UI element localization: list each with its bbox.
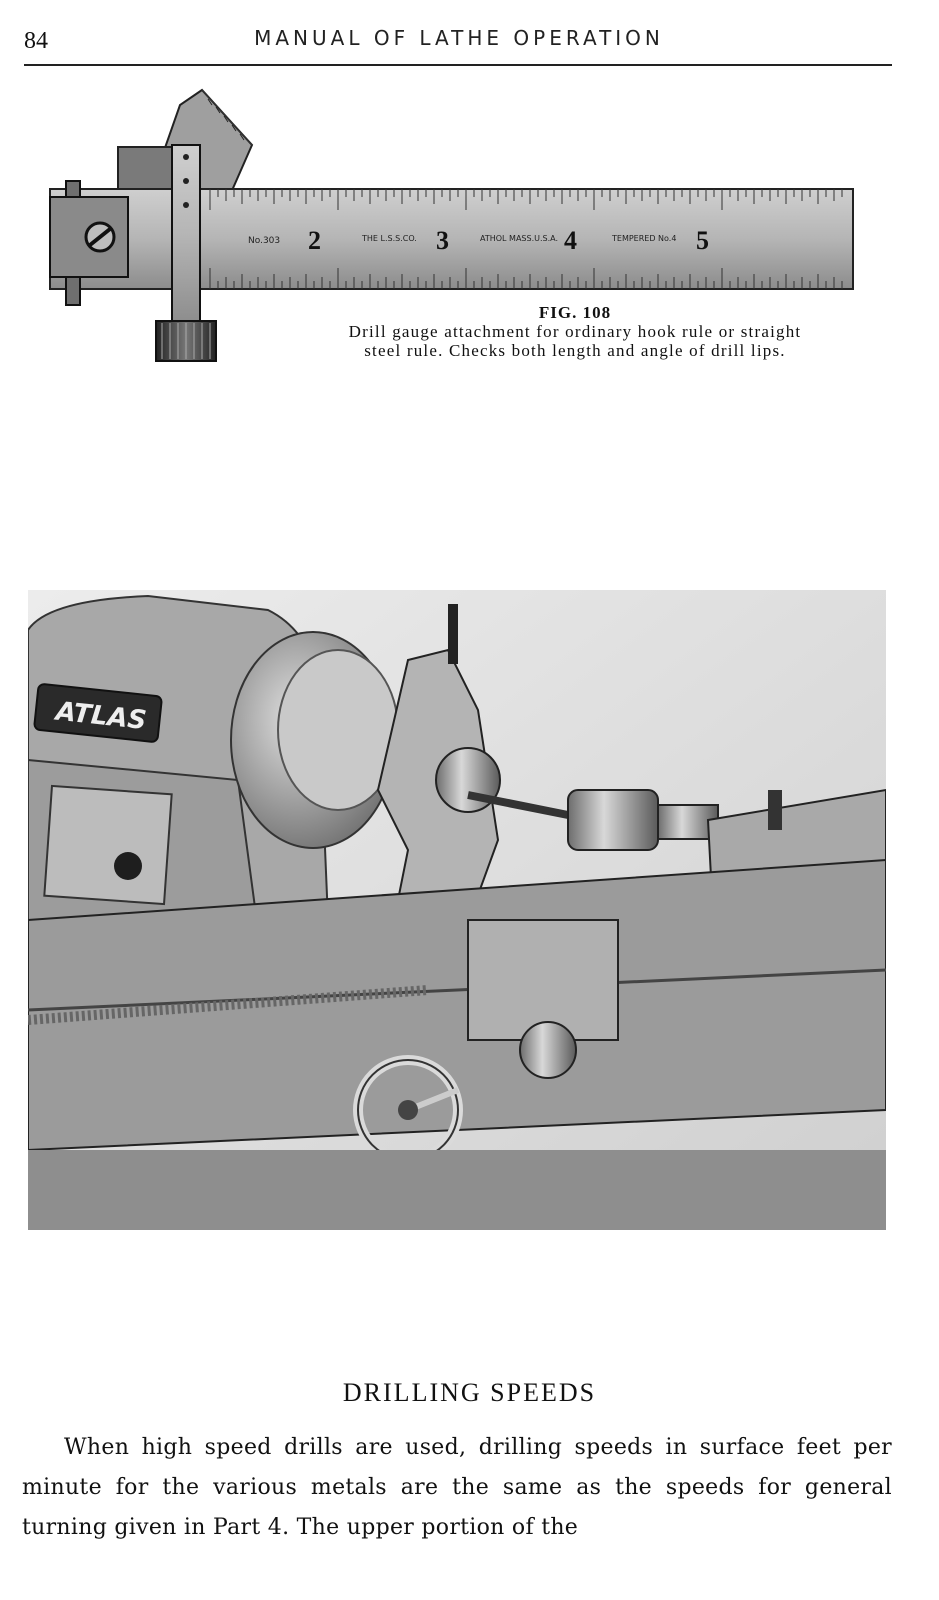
atlas-brand: ATLAS <box>54 696 148 737</box>
rule-number-4: 4 <box>564 226 577 255</box>
speed-chart-plate <box>44 786 171 904</box>
figure-label: FIG. 108 <box>538 303 612 322</box>
page-header <box>24 18 890 58</box>
rule-marking-place: ATHOL MASS.U.S.A. <box>480 234 559 243</box>
running-head: MANUAL OF LATHE OPERATION <box>254 26 664 50</box>
rule-marking-temper: TEMPERED No.4 <box>612 234 677 243</box>
caption-line-1: Drill gauge attachment for ordinary hook rule or straight <box>348 322 802 341</box>
body-paragraph: When high speed drills are used, drilling speeds in surface feet per minute for the various metals are the same as the speeds for general turning given in Part 4. The upper portion of the <box>22 1435 892 1540</box>
rule-number-3: 3 <box>436 226 449 255</box>
figure-108-caption <box>280 303 870 360</box>
figure-108 <box>40 85 860 375</box>
drill-chuck <box>568 790 658 850</box>
caption-line-2: steel rule. Checks both length and angle of drill lips. <box>364 341 786 360</box>
page-number: 84 <box>24 28 48 54</box>
lathe-drilling-photo <box>28 590 886 1230</box>
rule-marking-model: No.303 <box>248 236 281 246</box>
rule-marking-maker: THE L.S.S.CO. <box>362 234 417 243</box>
lathe-illustration <box>28 590 886 1230</box>
section-heading: DRILLING SPEEDS <box>342 1378 597 1407</box>
rule-number-5: 5 <box>696 226 709 255</box>
rule-number-2: 2 <box>308 226 321 255</box>
header-rule <box>24 64 892 66</box>
selector-knob <box>114 852 142 880</box>
